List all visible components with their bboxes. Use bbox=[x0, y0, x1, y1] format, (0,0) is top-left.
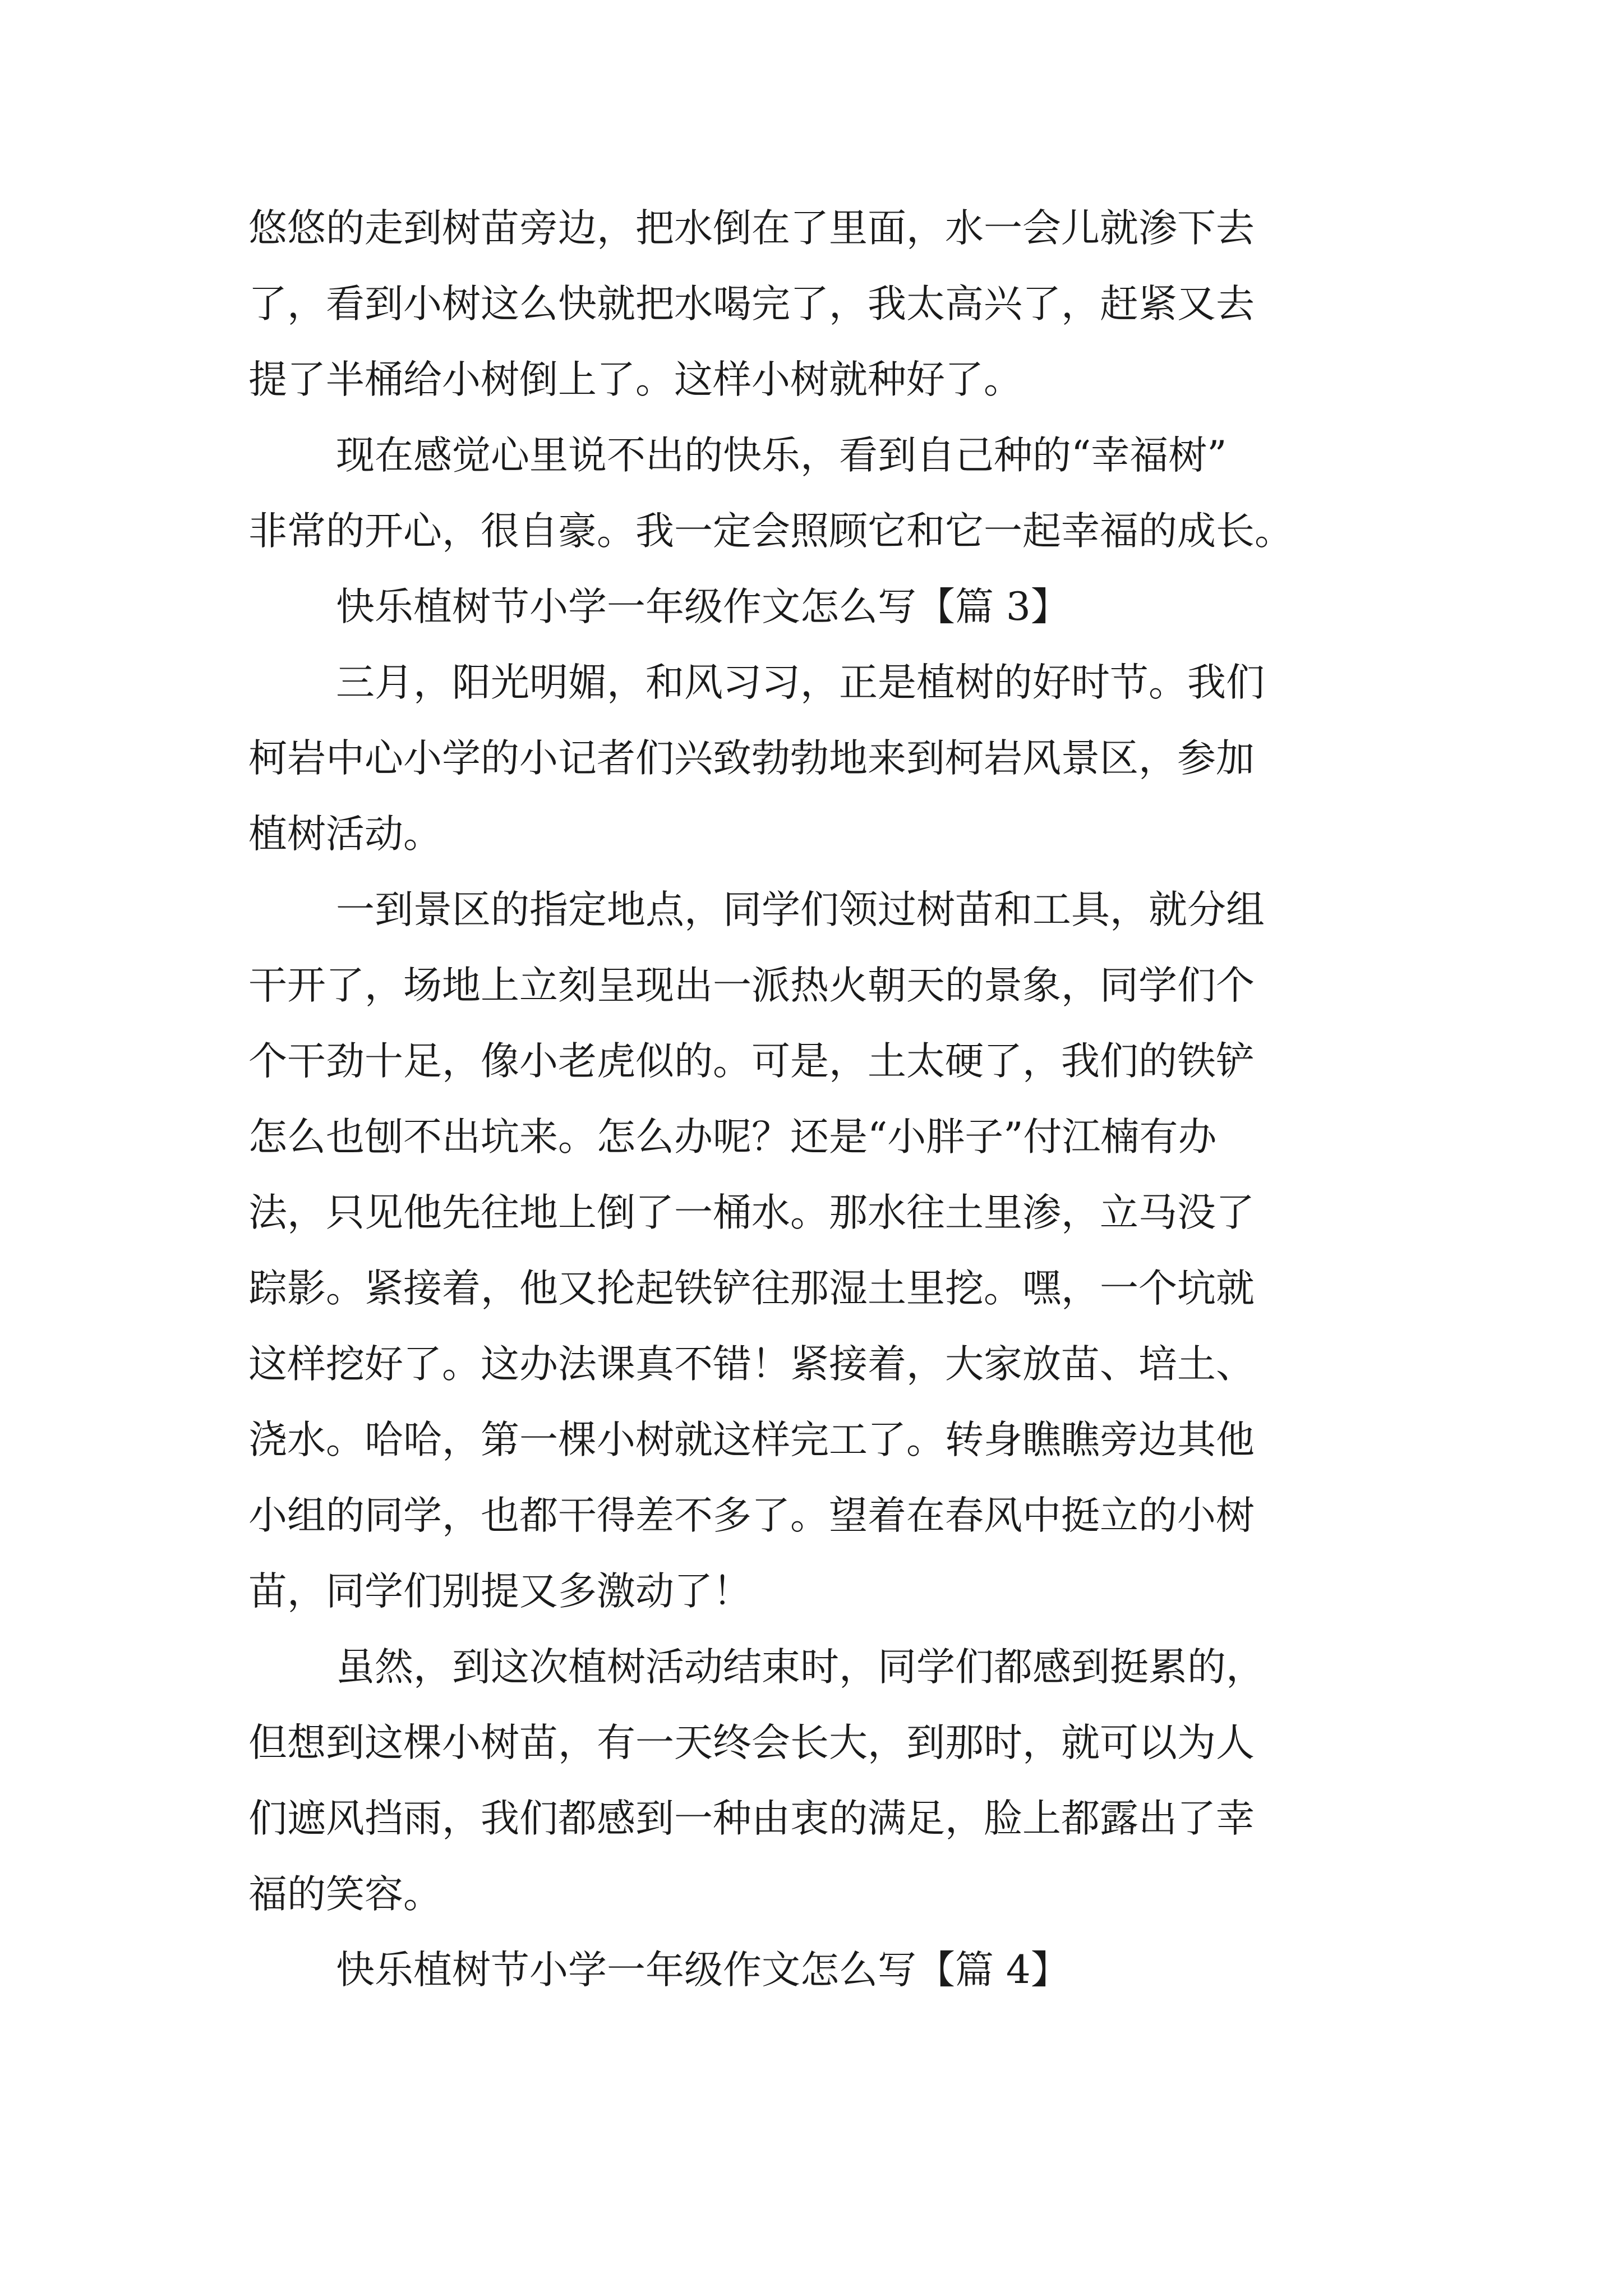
body-line: 了，看到小树这么快就把水喝完了，我太高兴了，赶紧又去 bbox=[248, 282, 1255, 326]
body-line: 三月，阳光明媚，和风习习，正是植树的好时节。我们 bbox=[336, 660, 1265, 705]
body-line: 福的笑容。 bbox=[248, 1872, 442, 1917]
body-line: 这样挖好了。这办法课真不错！紧接着，大家放苗、培土、 bbox=[248, 1342, 1255, 1387]
body-line: 现在感觉心里说不出的快乐，看到自己种的“幸福树” bbox=[336, 433, 1227, 478]
body-line: 悠悠的走到树苗旁边，把水倒在了里面，水一会儿就渗下去 bbox=[248, 206, 1255, 251]
body-line: 踪影。紧接着，他又抡起铁铲往那湿土里挖。嘿，一个坑就 bbox=[248, 1266, 1255, 1311]
body-line: 法，只见他先往地上倒了一桶水。那水往土里渗，立马没了 bbox=[248, 1190, 1255, 1235]
body-line: 植树活动。 bbox=[248, 812, 442, 857]
body-line: 虽然，到这次植树活动结束时，同学们都感到挺累的， bbox=[336, 1645, 1265, 1690]
body-line: 一到景区的指定地点，同学们领过树苗和工具，就分组 bbox=[336, 887, 1265, 932]
section-heading: 快乐植树节小学一年级作文怎么写【篇 4】 bbox=[336, 1948, 1069, 1993]
body-line: 但想到这棵小树苗，有一天终会长大，到那时，就可以为人 bbox=[248, 1720, 1255, 1765]
body-line: 非常的开心，很自豪。我一定会照顾它和它一起幸福的成长。 bbox=[248, 509, 1293, 554]
body-line: 怎么也刨不出坑来。怎么办呢？还是“小胖子”付江楠有办 bbox=[248, 1115, 1217, 1159]
body-line: 们遮风挡雨，我们都感到一种由衷的满足，脸上都露出了幸 bbox=[248, 1796, 1255, 1841]
body-line: 干开了，场地上立刻呈现出一派热火朝天的景象，同学们个 bbox=[248, 963, 1255, 1008]
body-line: 小组的同学，也都干得差不多了。望着在春风中挺立的小树 bbox=[248, 1493, 1255, 1538]
document-body bbox=[248, 191, 1393, 2008]
body-line: 柯岩中心小学的小记者们兴致勃勃地来到柯岩风景区，参加 bbox=[248, 736, 1255, 781]
body-line: 苗，同学们别提又多激动了！ bbox=[248, 1569, 751, 1614]
body-line: 浇水。哈哈，第一棵小树就这样完工了。转身瞧瞧旁边其他 bbox=[248, 1418, 1255, 1462]
body-line: 提了半桶给小树倒上了。这样小树就种好了。 bbox=[248, 357, 1022, 402]
body-line: 个干劲十足，像小老虎似的。可是，土太硬了，我们的铁铲 bbox=[248, 1039, 1255, 1084]
section-heading: 快乐植树节小学一年级作文怎么写【篇 3】 bbox=[336, 585, 1069, 629]
